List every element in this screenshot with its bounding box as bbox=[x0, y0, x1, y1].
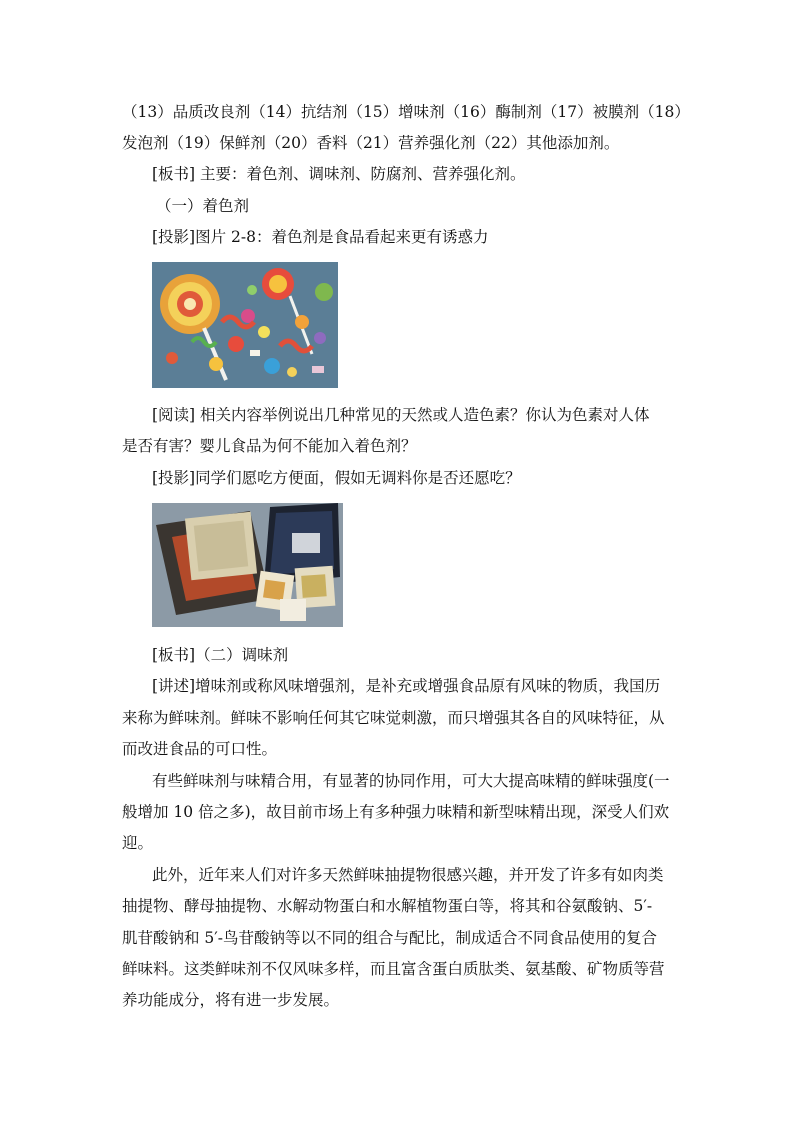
text-line: [讲述]增味剂或称风味增强剂，是补充或增强食品原有风味的物质，我国历 bbox=[152, 677, 661, 695]
text-line: 养功能成分，将有进一步发展。 bbox=[122, 991, 340, 1009]
text-line: 迎。 bbox=[122, 834, 154, 852]
text-line: 鲜味料。这类鲜味剂不仅风味多样，而且富含蛋白质肽类、氨基酸、矿物质等营 bbox=[122, 960, 665, 978]
text-line: [投影]图片 2-8：着色剂是食品看起来更有诱惑力 bbox=[152, 228, 489, 246]
text-line: 发泡剂（19）保鲜剂（20）香料（21）营养强化剂（22）其他添加剂。 bbox=[122, 134, 620, 152]
text-line: 来称为鲜味剂。鲜味不影响任何其它味觉刺激，而只增强其各自的风味特征，从 bbox=[122, 709, 665, 727]
text-line: 此外，近年来人们对许多天然鲜味抽提物很感兴趣，并开发了许多有如肉类 bbox=[152, 866, 664, 884]
candy-photo bbox=[152, 262, 338, 388]
text-line: [投影]同学们愿吃方便面，假如无调料你是否还愿吃？ bbox=[152, 469, 521, 487]
text-line: [板书]（二）调味剂 bbox=[152, 646, 289, 664]
section-heading: （一）着色剂 bbox=[156, 197, 250, 215]
candy-image bbox=[152, 262, 338, 388]
text-line: 是否有害？婴儿食品为何不能加入着色剂？ bbox=[122, 437, 417, 455]
instant-noodles-photo bbox=[152, 503, 343, 627]
text-line: 抽提物、酵母抽提物、水解动物蛋白和水解植物蛋白等，将其和谷氨酸钠、5′- bbox=[122, 897, 653, 915]
text-line: 而改进食品的可口性。 bbox=[122, 740, 278, 758]
text-line: [阅读] 相关内容举例说出几种常见的天然或人造色素？你认为色素对人体 bbox=[152, 406, 650, 424]
text-line: [板书] 主要：着色剂、调味剂、防腐剂、营养强化剂。 bbox=[152, 165, 526, 183]
text-line: （13）品质改良剂（14）抗结剂（15）增味剂（16）酶制剂（17）被膜剂（18） bbox=[122, 103, 690, 121]
text-line: 有些鲜味剂与味精合用，有显著的协同作用，可大大提高味精的鲜味强度(一 bbox=[152, 772, 670, 790]
text-line: 肌苷酸钠和 5′-鸟苷酸钠等以不同的组合与配比，制成适合不同食品使用的复合 bbox=[122, 929, 658, 947]
noodles-image bbox=[152, 503, 343, 627]
text-line: 般增加 10 倍之多)，故目前市场上有多种强力味精和新型味精出现，深受人们欢 bbox=[122, 803, 670, 821]
